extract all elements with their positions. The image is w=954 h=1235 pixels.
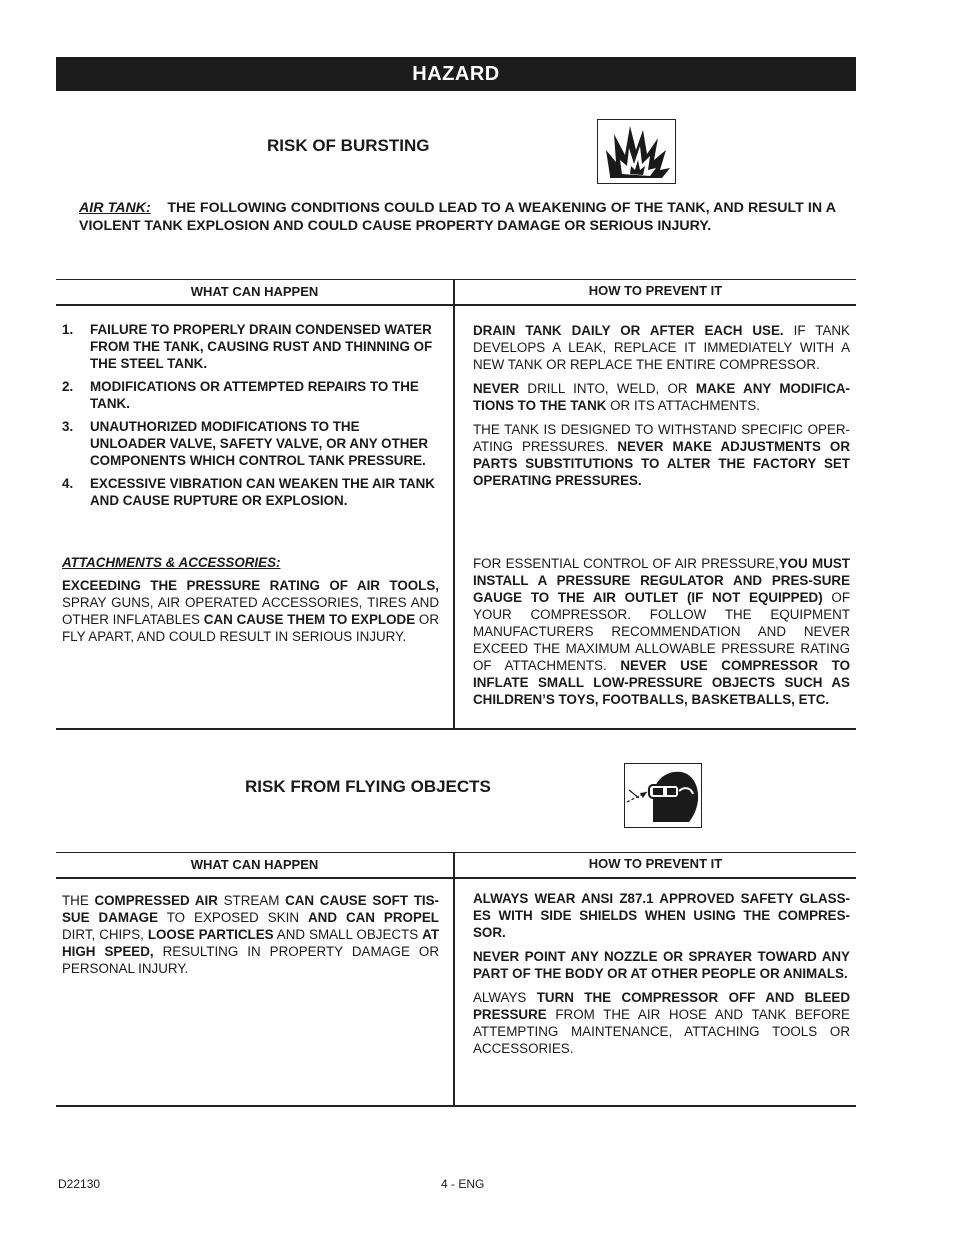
document-id: D22130: [58, 1177, 101, 1191]
col-what-can-happen: WHAT CAN HAPPEN: [190, 284, 319, 299]
attachments-paragraph: EXCEEDING THE PRESSURE RATING OF AIR TOOLS, SPRAY GUNS, AIR OPERATED ACCESSORIES, TIRES AND OTHER INFLATABLES CAN CAUSE THEM TO EXPLODE OR FLY APART, AND COULD RESULT IN SERIOUS INJURY.: [62, 578, 440, 644]
col-what-can-happen: WHAT CAN HAPPEN: [190, 857, 319, 872]
bleed-pressure-paragraph: ALWAYS TURN THE COMPRESSOR OFF AND BLEED PRESSURE FROM THE AIR HOSE AND TANK BEFORE ATTEMPTING MAINTENANCE, ATTACHING TOOLS OR ACCESSORIES.: [473, 990, 851, 1056]
attachments-cell: [62, 554, 439, 652]
list-item: 3. UNAUTHORIZED MODIFICATIONS TO THE UNLOADER VALVE, SAFETY VALVE, OR ANY OTHER COMPONENTS WHICH CONTROL TANK PRESSURE.: [62, 419, 429, 468]
never-point-paragraph: NEVER POINT ANY NOZZLE OR SPRAYER TOWARD ANY PART OF THE BODY OR AT OTHER PEOPLE OR ANIMALS.: [473, 949, 850, 981]
air-tank-intro-text: THE FOLLOWING CONDITIONS COULD LEAD TO A WEAKENING OF THE TANK, AND RESULT IN A VIOLENT TANK EXPLOSION AND COULD CAUSE PROPERTY DAMAGE OR SERIOUS INJURY.: [79, 200, 836, 234]
hazards-list: [62, 321, 439, 509]
compressed-air-paragraph: THE COMPRESSED AIR STREAM CAN CAUSE SOFT TIS-SUE DAMAGE TO EXPOSED SKIN AND CAN PROPEL DIRT, CHIPS, LOOSE PARTICLES AND SMALL OBJECTS AT HIGH SPEED, RESULTING IN PROPERTY DAMAGE OR PERSONAL INJURY.: [62, 893, 439, 976]
safety-glasses-icon: [624, 763, 702, 828]
list-item: 1. FAILURE TO PROPERLY DRAIN CONDENSED WATER FROM THE TANK, CAUSING RUST AND THINNING OF THE STEEL TANK.: [62, 322, 433, 371]
air-tank-intro: [79, 199, 836, 235]
operating-pressure-paragraph: THE TANK IS DESIGNED TO WITHSTAND SPECIFIC OPER-ATING PRESSURES. NEVER MAKE ADJUSTMENTS OR PARTS SUBSTITUTIONS TO ALTER THE FACTORY SET OPERATING PRESSURES.: [473, 422, 850, 488]
risk-of-bursting-title: RISK OF BURSTING: [267, 136, 430, 155]
explosion-icon: [597, 119, 676, 184]
prevention-cell: [473, 322, 850, 496]
list-item: 2. MODIFICATIONS OR ATTEMPTED REPAIRS TO THE TANK.: [62, 379, 419, 411]
safety-glasses-paragraph: ALWAYS WEAR ANSI Z87.1 APPROVED SAFETY GLASS-ES WITH SIDE SHIELDS WHEN USING THE COMPRES-SOR.: [473, 891, 850, 940]
pressure-regulator-paragraph: FOR ESSENTIAL CONTROL OF AIR PRESSURE,YOU MUST INSTALL A PRESSURE REGULATOR AND PRES-SURE GAUGE TO THE AIR OUTLET (IF NOT EQUIPPED) OF YOUR COMPRESSOR. FOLLOW THE EQUIPMENT MANUFACTURERS RECOMMENDATION AND NEVER EXCEED THE MAXIMUM ALLOWABLE PRESSURE RATING OF ATTACHMENTS. NEVER USE COMPRESSOR TO INFLATE SMALL LOW-PRESSURE OBJECTS SUCH AS CHILDREN’S TOYS, FOOTBALLS, BASKETBALLS, ETC.: [473, 556, 851, 707]
page-number: 4 - ENG: [441, 1177, 485, 1191]
col-how-to-prevent: HOW TO PREVENT IT: [588, 283, 723, 298]
drain-tank-paragraph: DRAIN TANK DAILY OR AFTER EACH USE. IF TANK DEVELOPS A LEAK, REPLACE IT IMMEDIATELY WITH A NEW TANK OR REPLACE THE ENTIRE COMPRESSOR.: [473, 323, 850, 372]
hazard-banner: HAZARD: [56, 57, 856, 91]
bursting-table: [56, 279, 856, 731]
flying-hazard-cell: [62, 892, 439, 984]
list-item: 4. EXCESSIVE VIBRATION CAN WEAKEN THE AIR TANK AND CAUSE RUPTURE OR EXPLOSION.: [62, 476, 435, 508]
flying-objects-table: [56, 852, 856, 1109]
air-tank-label: AIR TANK:: [79, 200, 151, 216]
col-how-to-prevent: HOW TO PREVENT IT: [588, 856, 723, 871]
attachments-heading: ATTACHMENTS & ACCESSORIES:: [62, 555, 281, 570]
risk-flying-objects-title: RISK FROM FLYING OBJECTS: [245, 777, 491, 796]
flying-prevention-cell: [473, 890, 850, 1064]
attachments-prevention-cell: [473, 555, 850, 715]
hazards-list-cell: [62, 321, 439, 515]
never-modify-paragraph: NEVER DRILL INTO, WELD, OR MAKE ANY MODIFICA-TIONS TO THE TANK OR ITS ATTACHMENTS.: [473, 381, 850, 413]
